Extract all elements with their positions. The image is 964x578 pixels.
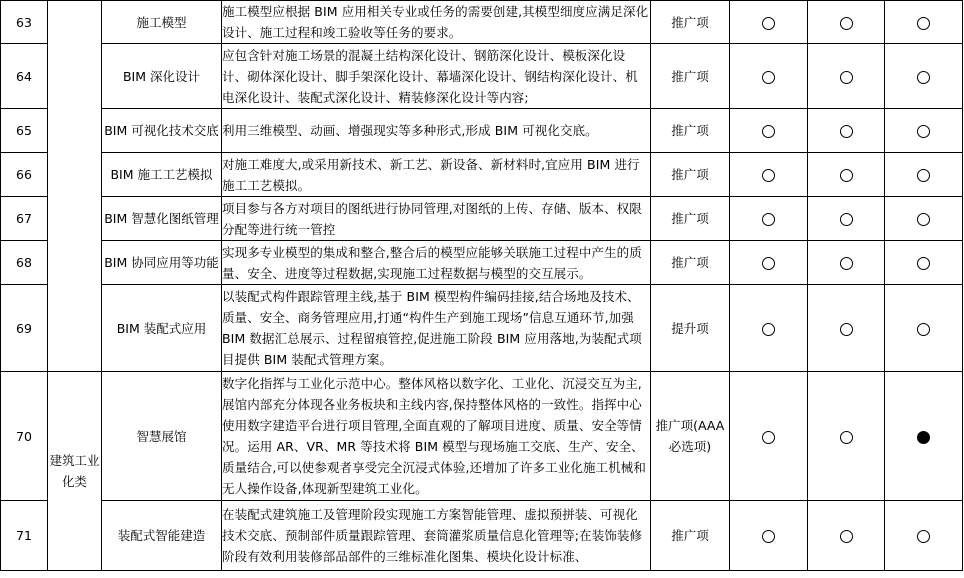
item-name: BIM 装配式应用	[102, 285, 222, 372]
row-number: 63	[1, 1, 48, 44]
row-number: 65	[1, 109, 48, 153]
level-cell	[808, 372, 885, 501]
item-type: 推广项	[651, 241, 730, 285]
item-type: 推广项	[651, 153, 730, 197]
table-row	[1, 501, 963, 571]
row-number: 69	[1, 285, 48, 372]
open-circle-icon	[762, 323, 775, 336]
item-name: 智慧展馆	[102, 372, 222, 501]
item-description: 项目参与各方对项目的图纸进行协同管理,对图纸的上传、存储、版本、权限分配等进行统一管控	[222, 197, 651, 241]
table-row	[1, 1, 963, 44]
table-row	[1, 44, 963, 109]
category-cell: 建筑工业化类	[48, 372, 102, 571]
item-type: 推广项(AAA 必选项)	[651, 372, 730, 501]
row-number: 71	[1, 501, 48, 571]
level-cell	[730, 44, 808, 109]
level-cell	[808, 197, 885, 241]
level-cell	[808, 109, 885, 153]
open-circle-icon	[762, 169, 775, 182]
item-name: BIM 深化设计	[102, 44, 222, 109]
open-circle-icon	[762, 213, 775, 226]
level-cell	[730, 1, 808, 44]
level-cell	[730, 109, 808, 153]
open-circle-icon	[762, 530, 775, 543]
open-circle-icon	[840, 257, 853, 270]
item-name: BIM 智慧化图纸管理	[102, 197, 222, 241]
item-name: BIM 协同应用等功能	[102, 241, 222, 285]
table-row	[1, 197, 963, 241]
level-cell	[885, 44, 963, 109]
table-row	[1, 153, 963, 197]
open-circle-icon	[840, 213, 853, 226]
level-cell	[885, 372, 963, 501]
level-cell	[808, 285, 885, 372]
open-circle-icon	[917, 530, 930, 543]
level-cell	[730, 501, 808, 571]
level-cell	[885, 241, 963, 285]
item-type: 提升项	[651, 285, 730, 372]
open-circle-icon	[762, 125, 775, 138]
category-cell	[48, 1, 102, 372]
level-cell	[730, 241, 808, 285]
level-cell	[885, 1, 963, 44]
item-description: 在装配式建筑施工及管理阶段实现施工方案智能管理、虚拟预拼装、可视化技术交底、预制部件质量跟踪管理、套筒灌浆质量信息化管理等;在装饰装修阶段有效利用装修部品部件的三维标准化图集、模块化设计标准、	[222, 501, 651, 571]
table-row	[1, 241, 963, 285]
open-circle-icon	[840, 125, 853, 138]
level-cell	[885, 109, 963, 153]
item-description: 施工模型应根据 BIM 应用相关专业或任务的需要创建,其模型细度应满足深化设计、施工过程和竣工验收等任务的要求。	[222, 1, 651, 44]
table-row	[1, 372, 963, 501]
open-circle-icon	[762, 431, 775, 444]
level-cell	[808, 501, 885, 571]
open-circle-icon	[762, 17, 775, 30]
open-circle-icon	[840, 71, 853, 84]
open-circle-icon	[917, 323, 930, 336]
level-cell	[730, 285, 808, 372]
item-description: 以装配式构件跟踪管理主线,基于 BIM 模型构件编码挂接,结合场地及技术、质量、安全、商务管理应用,打通“构件生产到施工现场”信息互通环节,加强 BIM 数据汇总展示、过程留痕管控,促进施工阶段 BIM 应用落地,为装配式项目提供 BIM 装配式管理方案。	[222, 285, 651, 372]
item-description: 对施工难度大,或采用新技术、新工艺、新设备、新材料时,宜应用 BIM 进行施工工艺模拟。	[222, 153, 651, 197]
item-description: 应包含针对施工场景的混凝土结构深化设计、钢筋深化设计、模板深化设计、砌体深化设计、脚手架深化设计、幕墙深化设计、钢结构深化设计、机电深化设计、装配式深化设计、精装修深化设计等内容;	[222, 44, 651, 109]
filled-circle-icon	[917, 431, 930, 444]
item-name: 施工模型	[102, 1, 222, 44]
open-circle-icon	[840, 530, 853, 543]
item-description: 实现多专业模型的集成和整合,整合后的模型应能够关联施工过程中产生的质量、安全、进度等过程数据,实现施工过程数据与模型的交互展示。	[222, 241, 651, 285]
row-number: 67	[1, 197, 48, 241]
open-circle-icon	[917, 71, 930, 84]
item-name: BIM 施工工艺模拟	[102, 153, 222, 197]
table-row	[1, 285, 963, 372]
table-body	[1, 1, 963, 571]
item-description: 数字化指挥与工业化示范中心。整体风格以数字化、工业化、沉浸交互为主,展馆内部充分体现各业务板块和主线内容,保持整体风格的一致性。指挥中心使用数字建造平台进行项目管理,全面直观的了解项目进度、质量、安全等情况。运用 AR、VR、MR 等技术将 BIM 模型与现场施工交底、生产、安全、质量结合,可以使参观者享受完全沉浸式体验,还增加了许多工业化施工机械和无人操作设备,体现新型建筑工业化。	[222, 372, 651, 501]
open-circle-icon	[917, 17, 930, 30]
item-type: 推广项	[651, 44, 730, 109]
open-circle-icon	[840, 169, 853, 182]
open-circle-icon	[840, 431, 853, 444]
level-cell	[808, 153, 885, 197]
item-description: 利用三维模型、动画、增强现实等多种形式,形成 BIM 可视化交底。	[222, 109, 651, 153]
level-cell	[808, 1, 885, 44]
row-number: 66	[1, 153, 48, 197]
open-circle-icon	[762, 257, 775, 270]
level-cell	[885, 501, 963, 571]
level-cell	[808, 241, 885, 285]
level-cell	[885, 197, 963, 241]
row-number: 64	[1, 44, 48, 109]
level-cell	[730, 153, 808, 197]
level-cell	[730, 372, 808, 501]
item-name: 装配式智能建造	[102, 501, 222, 571]
level-cell	[808, 44, 885, 109]
open-circle-icon	[840, 323, 853, 336]
open-circle-icon	[762, 71, 775, 84]
level-cell	[885, 285, 963, 372]
item-type: 推广项	[651, 1, 730, 44]
open-circle-icon	[917, 125, 930, 138]
item-type: 推广项	[651, 501, 730, 571]
open-circle-icon	[917, 257, 930, 270]
row-number: 68	[1, 241, 48, 285]
open-circle-icon	[840, 17, 853, 30]
row-number: 70	[1, 372, 48, 501]
level-cell	[730, 197, 808, 241]
open-circle-icon	[917, 213, 930, 226]
item-type: 推广项	[651, 197, 730, 241]
open-circle-icon	[917, 169, 930, 182]
item-name: BIM 可视化技术交底	[102, 109, 222, 153]
level-cell	[885, 153, 963, 197]
item-type: 推广项	[651, 109, 730, 153]
table-row	[1, 109, 963, 153]
